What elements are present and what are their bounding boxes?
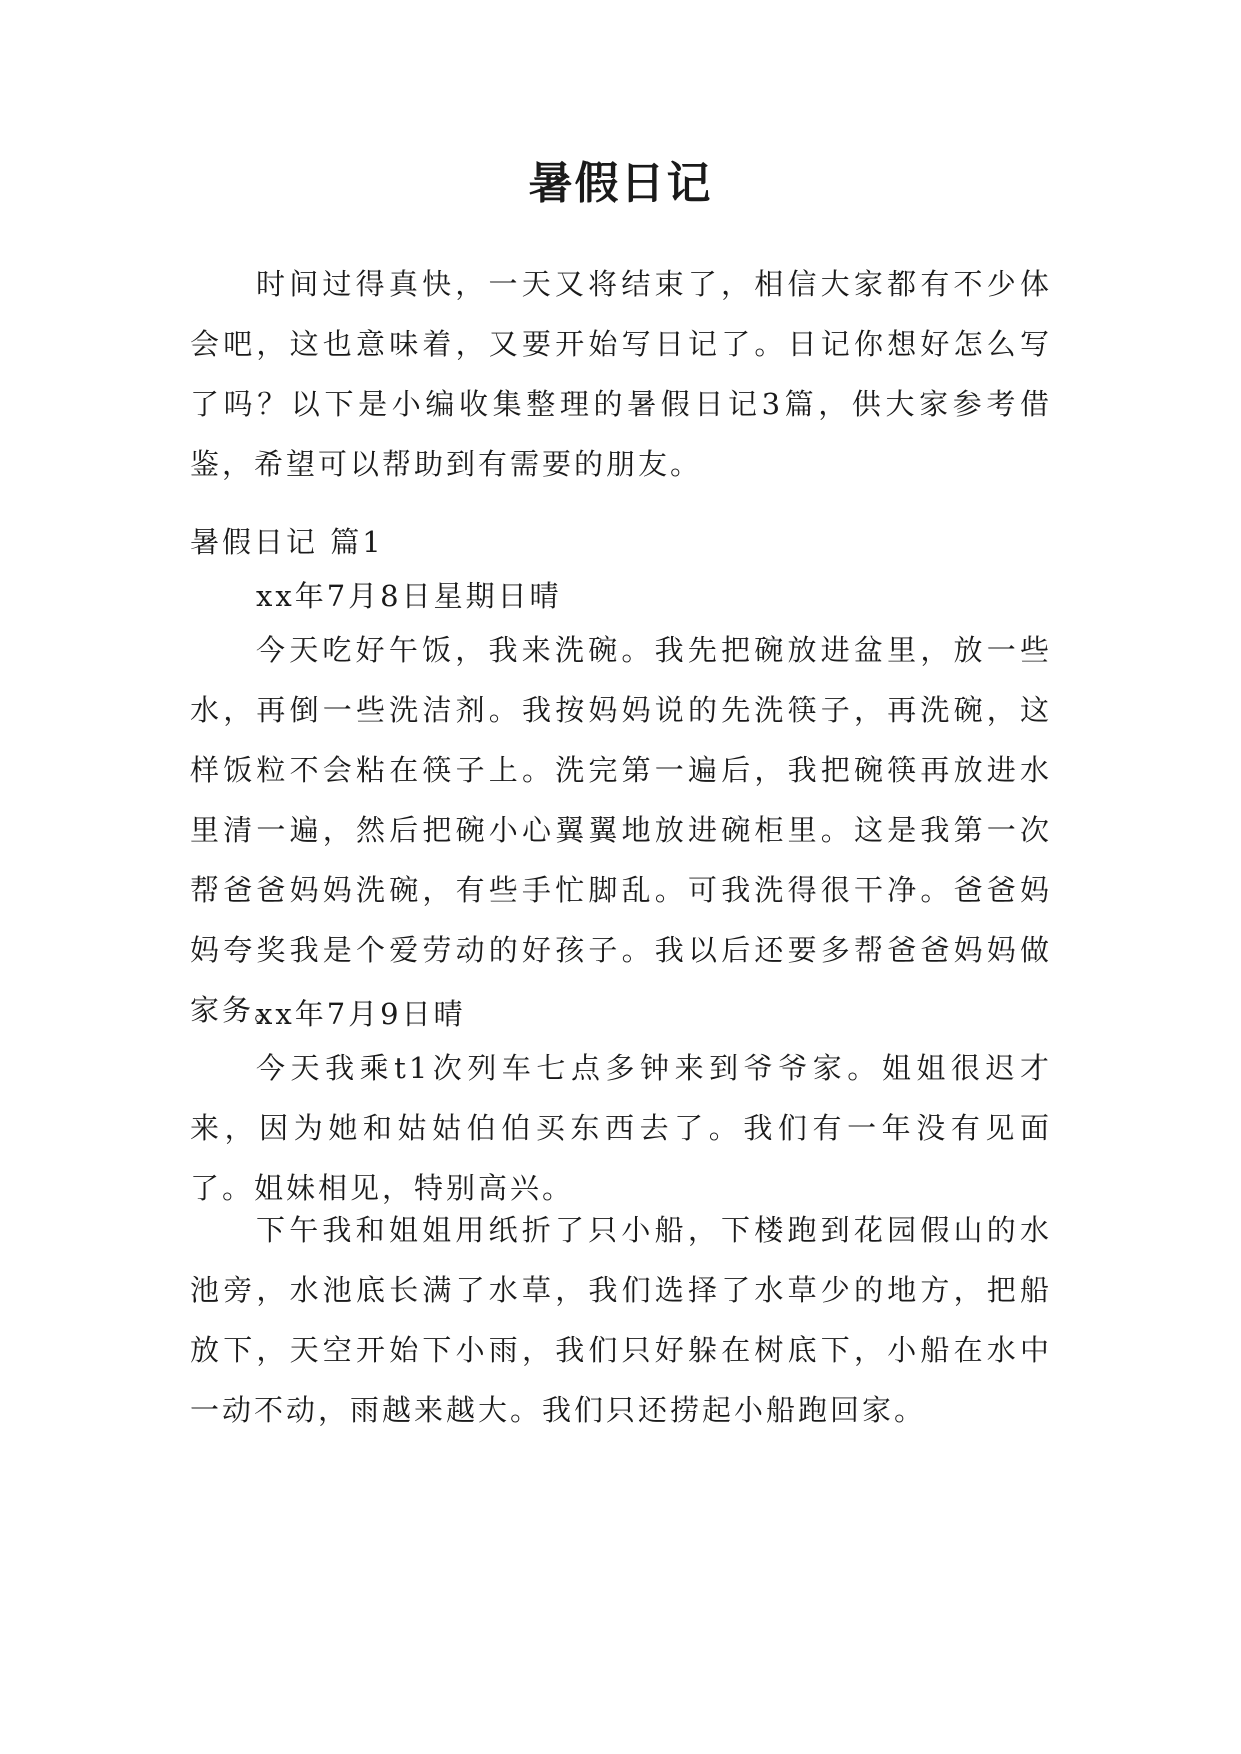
entry-2-paragraph-1: 今天我乘t1次列车七点多钟来到爷爷家。姐姐很迟才来，因为她和姑姑伯伯买东西去了。我们有一年没有见面了。姐妹相见，特别高兴。	[190, 1051, 1052, 1205]
section-heading: 暑假日记 篇1	[190, 525, 384, 559]
document-title: 暑假日记	[528, 158, 713, 209]
entry-date-2: xx年7月9日晴	[256, 997, 466, 1031]
entry-date-1: xx年7月8日星期日晴	[256, 579, 562, 613]
intro-paragraph: 时间过得真快，一天又将结束了，相信大家都有不少体会吧，这也意味着，又要开始写日记了。日记你想好怎么写了吗？以下是小编收集整理的暑假日记3篇，供大家参考借鉴，希望可以帮助到有需要的朋友。	[190, 267, 1052, 481]
entry-1-paragraph-1: 今天吃好午饭，我来洗碗。我先把碗放进盆里，放一些水，再倒一些洗洁剂。我按妈妈说的先洗筷子，再洗碗，这样饭粒不会粘在筷子上。洗完第一遍后，我把碗筷再放进水里清一遍，然后把碗小心翼翼地放进碗柜里。这是我第一次帮爸爸妈妈洗碗，有些手忙脚乱。可我洗得很干净。爸爸妈妈夸奖我是个爱劳动的好孩子。我以后还要多帮爸爸妈妈做家务。	[190, 633, 1052, 1027]
entry-2-paragraph-2: 下午我和姐姐用纸折了只小船，下楼跑到花园假山的水池旁，水池底长满了水草，我们选择了水草少的地方，把船放下，天空开始下小雨，我们只好躲在树底下，小船在水中一动不动，雨越来越大。我们只还捞起小船跑回家。	[190, 1213, 1052, 1427]
